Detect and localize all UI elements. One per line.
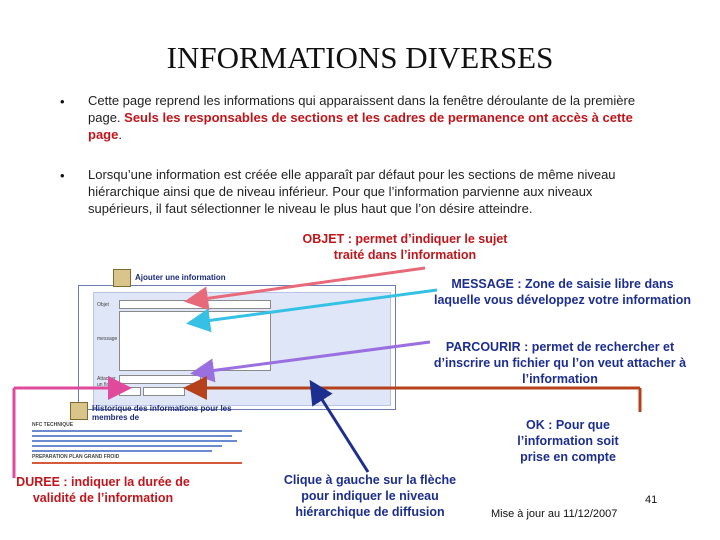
- ok-button[interactable]: OK: [187, 387, 195, 393]
- page-title: INFORMATIONS DIVERSES: [166, 40, 554, 75]
- bullet-marker: •: [60, 94, 65, 109]
- annotation-message: MESSAGE : Zone de saisie libre dans laquelle vous développez votre information: [434, 277, 691, 307]
- bullet-1-highlight: Seuls les responsables de sections et les cadres de permanence ont accès à cette page: [88, 110, 633, 142]
- message-label: message: [97, 336, 118, 342]
- bullet-marker: •: [60, 168, 65, 183]
- annotation-ok: OK : Pour que l’information soit prise en compte: [517, 418, 619, 464]
- annotation-duree: DUREE : indiquer la durée de validité de l’information: [16, 475, 190, 505]
- annotation-fleche: Clique à gauche sur la flèche pour indiquer le niveau hiérarchique de diffusion: [283, 473, 457, 519]
- history-title: Historique des informations pour les membres de: [92, 404, 232, 422]
- attach-label: Attacher un fichier: [97, 376, 118, 388]
- annotation-objet: OBJET : permet d’indiquer le sujet traité dans l’information: [302, 232, 508, 262]
- objet-label: Objet: [97, 302, 109, 308]
- page-number: 41: [645, 494, 658, 506]
- bullet-text-2: Lorsqu’une information est créée elle apparaît par défaut pour les sections de même niveau hiérarchique ainsi que de niveau inférieur. Pour que l’information parvienne aux niveaux supérieurs, il faut sélectionner le niveau le plus haut que l’on désire atteindre.: [88, 167, 616, 216]
- arrow-parcourir: [202, 342, 430, 372]
- update-date: Mise à jour au 11/12/2007: [491, 508, 618, 520]
- history-item-1: NFC TECHNIQUE: [32, 422, 74, 428]
- bullet-1-plain: Cette page reprend les informations qui apparaissent dans la fenêtre déroulante de la première page.: [88, 93, 636, 125]
- history-item-2: PREPARATION PLAN GRAND FROID: [32, 454, 120, 460]
- add-info-title: Ajouter une information: [135, 273, 226, 282]
- annotation-parcourir: PARCOURIR : permet de rechercher et d’inscrire un fichier qu l’on veut attacher à l’information: [433, 340, 687, 386]
- arrow-fleche: [316, 390, 368, 472]
- bullet-1-end: .: [118, 127, 122, 142]
